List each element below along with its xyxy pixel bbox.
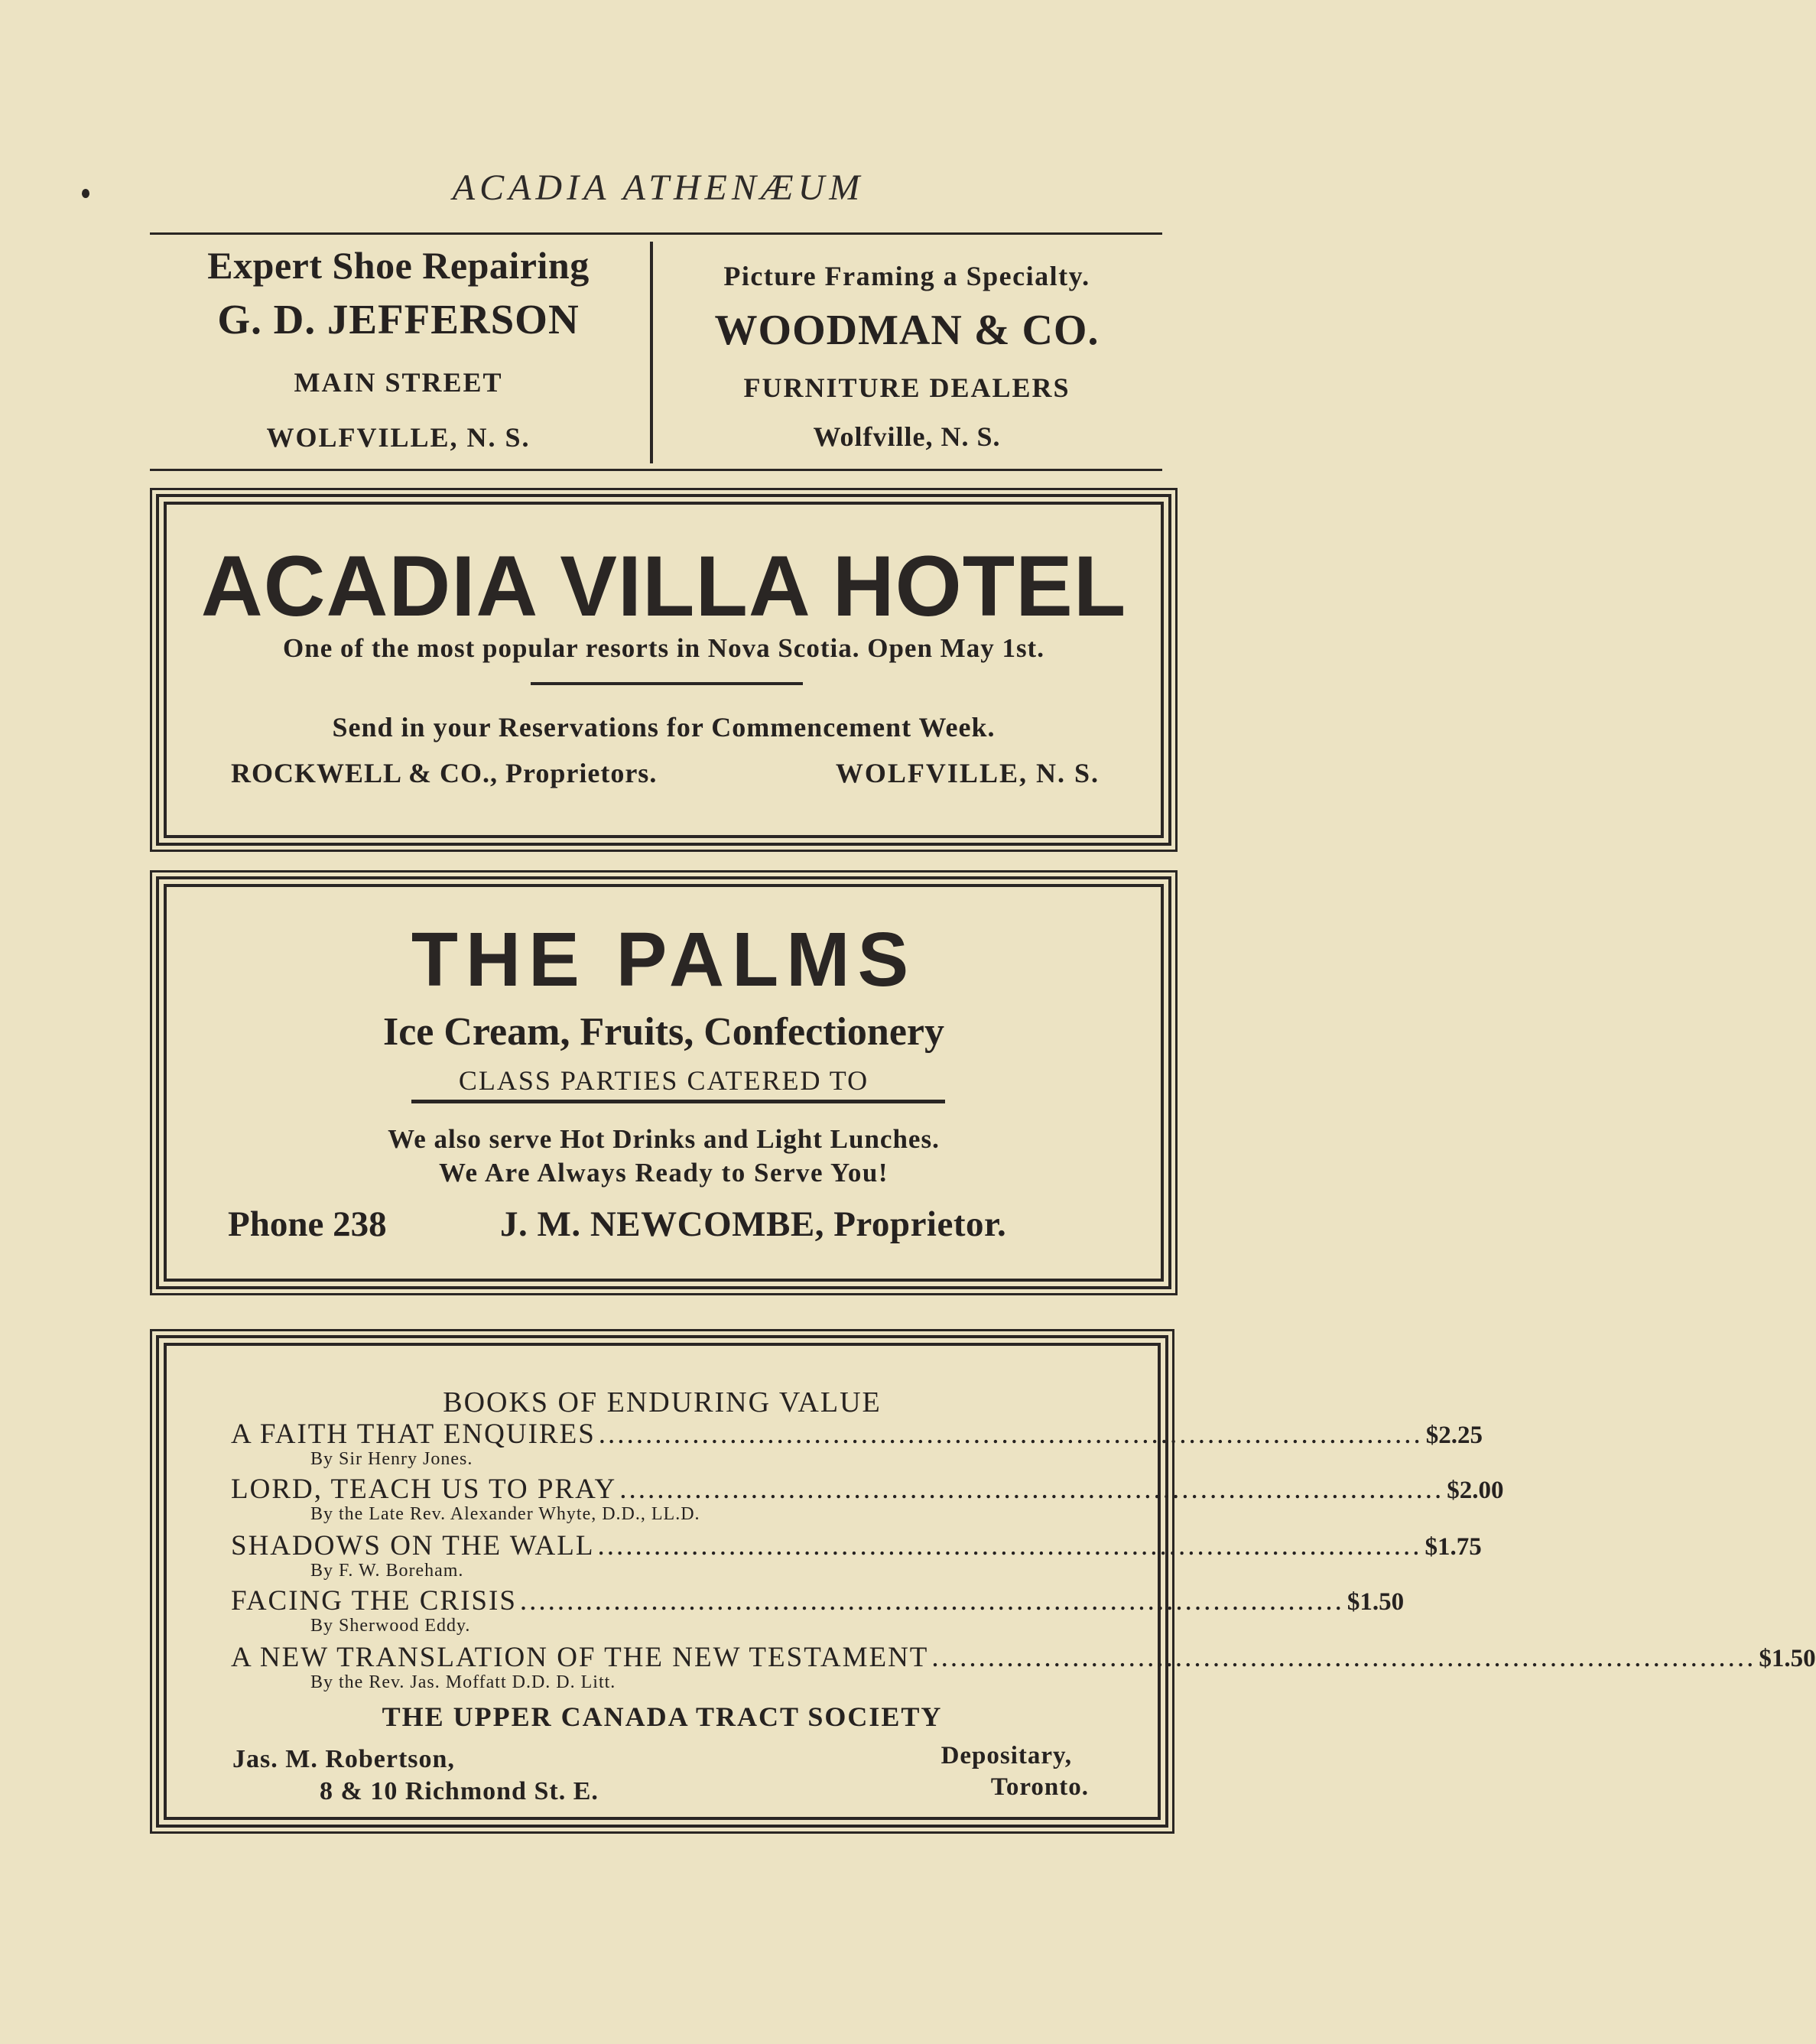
- hotel-description: One of the most popular resorts in Nova Scotia. Open May 1st.: [283, 633, 1044, 663]
- book-item: [231, 1584, 1405, 1636]
- book-price: $1.50: [1759, 1645, 1816, 1672]
- palms-subtitle: Ice Cream, Fruits, Confectionery: [382, 1010, 945, 1054]
- society-name: THE UPPER CANADA TRACT SOCIETY: [382, 1701, 943, 1732]
- depositary-block: [940, 1742, 1089, 1802]
- book-price: $1.50: [1347, 1588, 1405, 1616]
- book-title: LORD, TEACH US TO PRAY: [231, 1474, 617, 1505]
- palms-rule: [411, 1100, 945, 1103]
- agent-block: [232, 1745, 599, 1806]
- jefferson-street: MAIN STREET: [294, 367, 503, 398]
- agent-name: Jas. M. Robertson,: [232, 1745, 455, 1773]
- palms-ready: We Are Always Ready to Serve You!: [438, 1158, 889, 1188]
- book-author: By Sir Henry Jones.: [310, 1449, 473, 1469]
- book-item: [231, 1473, 1504, 1525]
- book-author: By Sherwood Eddy.: [310, 1616, 471, 1636]
- woodman-town: Wolfville, N. S.: [813, 421, 1001, 452]
- book-author: By F. W. Boreham.: [310, 1561, 464, 1581]
- palms-proprietor: J. M. NEWCOMBE, Proprietor.: [500, 1204, 1007, 1244]
- book-title: A NEW TRANSLATION OF THE NEW TESTAMENT: [231, 1642, 929, 1673]
- leader-dots: ........................................................................................: [598, 1418, 1423, 1450]
- book-title: FACING THE CRISIS: [231, 1585, 517, 1617]
- palms-phone: Phone 238: [228, 1204, 387, 1244]
- leader-dots: ........................................................................................: [597, 1530, 1422, 1561]
- margin-dot: [82, 189, 89, 198]
- leader-dots: ........................................................................................: [519, 1585, 1344, 1617]
- agent-address: 8 & 10 Richmond St. E.: [320, 1777, 599, 1805]
- book-price: $1.75: [1425, 1533, 1482, 1561]
- jefferson-name: G. D. JEFFERSON: [217, 296, 580, 343]
- hotel-rule: [531, 682, 803, 685]
- running-title: ACADIA ATHENÆUM: [452, 167, 865, 208]
- woodman-tagline: Picture Framing a Specialty.: [723, 261, 1090, 291]
- book-author: By the Late Rev. Alexander Whyte, D.D., LL.D.: [310, 1504, 700, 1524]
- hotel-town: WOLFVILLE, N. S.: [835, 758, 1100, 788]
- book-item: [231, 1529, 1482, 1581]
- leader-dots: ........................................................................................: [931, 1642, 1756, 1673]
- hotel-title: ACADIA VILLA HOTEL: [200, 538, 1127, 634]
- book-item: [231, 1641, 1816, 1693]
- palms-title: THE PALMS: [411, 917, 917, 1003]
- jefferson-tagline: Expert Shoe Repairing: [207, 244, 590, 287]
- ad-books: [164, 1343, 1816, 1820]
- book-price: $2.25: [1425, 1422, 1483, 1449]
- ad-palms: [164, 884, 1164, 1282]
- depositary-city: Toronto.: [990, 1773, 1089, 1801]
- ad-woodman: [655, 260, 1159, 453]
- book-price: $2.00: [1447, 1477, 1504, 1504]
- book-title: SHADOWS ON THE WALL: [231, 1530, 595, 1561]
- palms-drinks: We also serve Hot Drinks and Light Lunches.: [388, 1124, 940, 1154]
- books-heading: BOOKS OF ENDURING VALUE: [443, 1386, 882, 1418]
- woodman-name: WOODMAN & CO.: [714, 307, 1100, 354]
- book-author: By the Rev. Jas. Moffatt D.D. D. Litt.: [310, 1672, 616, 1692]
- hotel-proprietors: ROCKWELL & CO., Proprietors.: [231, 758, 658, 788]
- jefferson-town: WOLFVILLE, N. S.: [266, 422, 531, 453]
- leader-dots: ........................................................................................: [619, 1474, 1444, 1505]
- book-item: [231, 1418, 1483, 1470]
- ad-hotel: [164, 502, 1164, 838]
- top-ads-divider: [650, 242, 653, 463]
- depositary-label: Depositary,: [940, 1742, 1072, 1769]
- hotel-reservations: Send in your Reservations for Commencement Week.: [332, 712, 996, 743]
- ad-jefferson: [150, 243, 647, 453]
- palms-catered: CLASS PARTIES CATERED TO: [458, 1065, 869, 1096]
- book-title: A FAITH THAT ENQUIRES: [231, 1418, 596, 1450]
- woodman-business: FURNITURE DEALERS: [743, 372, 1070, 403]
